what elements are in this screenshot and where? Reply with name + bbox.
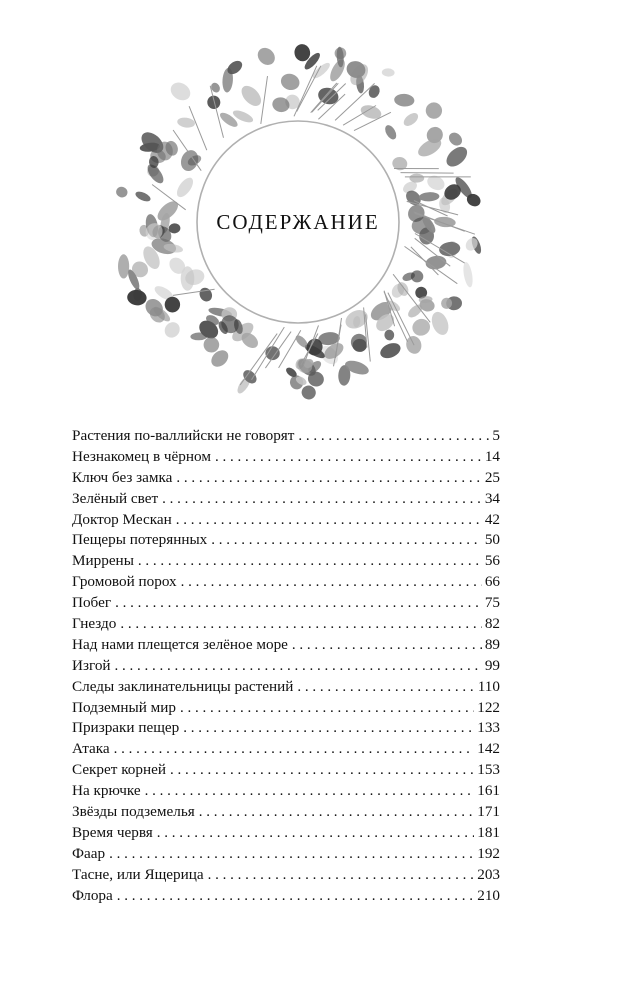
toc-dot-leader	[181, 572, 482, 593]
toc-entry-title: Следы заклинательницы растений	[72, 677, 294, 695]
toc-entry-title: Ключ без замка	[72, 468, 173, 486]
toc-entry-page: 82	[484, 615, 500, 633]
toc-entry-title: Гнездо	[72, 615, 117, 633]
toc-entry-page: 5	[492, 427, 500, 444]
stem-line	[401, 173, 454, 174]
stem-line	[261, 76, 268, 124]
leaf-shape	[443, 143, 471, 170]
leaf-shape	[238, 82, 265, 109]
toc-entry-title: Пещеры потерянных	[72, 531, 208, 549]
toc-entry-page: 14	[484, 447, 500, 465]
toc-entry-title: Растения по-валлийски не говорят	[72, 427, 295, 444]
toc-entry-page: 50	[484, 531, 500, 549]
leaf-shape	[382, 68, 395, 77]
toc-dot-leader	[180, 698, 474, 719]
leaf-shape	[425, 173, 447, 193]
leaf-shape	[378, 340, 403, 361]
toc-entry	[72, 739, 500, 760]
leaf-shape	[126, 289, 147, 306]
toc-entry-page: 181	[477, 823, 500, 841]
leaf-shape	[419, 192, 440, 202]
toc-entry	[72, 489, 500, 510]
toc-entry-page: 110	[477, 677, 500, 695]
leaf-shape	[197, 286, 214, 304]
toc-entry-title: Атака	[72, 740, 110, 758]
toc-entry-page: 161	[477, 782, 500, 800]
toc-entry-title: Миррены	[72, 552, 134, 570]
toc-entry	[72, 468, 500, 489]
toc-dot-leader	[162, 489, 482, 510]
leaf-shape	[429, 309, 452, 337]
leaf-shape	[401, 110, 420, 128]
toc-dot-leader	[292, 635, 482, 656]
toc-entry	[72, 760, 500, 781]
toc-entry-title: Тасне, или Ящерица	[72, 865, 204, 883]
toc-entry-title: Подземный мир	[72, 698, 176, 716]
toc-entry-page: 89	[484, 635, 500, 653]
leaf-shape	[410, 316, 433, 338]
leaf-shape	[177, 117, 196, 129]
toc-entry	[72, 426, 500, 447]
toc-dot-leader	[176, 510, 482, 531]
toc-entry-title: Над нами плещется зелёное море	[72, 635, 288, 653]
toc-entry-page: 75	[484, 594, 500, 612]
leaf-shape	[118, 254, 129, 278]
toc-entry-page: 25	[484, 468, 500, 486]
leaf-shape	[162, 319, 183, 340]
toc-entry-page: 66	[484, 573, 500, 591]
leaf-shape	[423, 99, 446, 122]
toc-entry-title: Незнакомец в чёрном	[72, 447, 211, 465]
toc-entry	[72, 844, 500, 865]
stem-line	[294, 66, 317, 117]
toc-dot-leader	[176, 468, 481, 489]
toc-entry	[72, 530, 500, 551]
toc-entry-page: 42	[484, 510, 500, 528]
toc-entry-title: Изгой	[72, 656, 111, 674]
toc-entry-page: 192	[477, 844, 500, 862]
toc-dot-leader	[109, 844, 474, 865]
toc-dot-leader	[115, 656, 482, 677]
toc-entry	[72, 781, 500, 802]
toc-entry-page: 99	[484, 656, 500, 674]
toc-dot-leader	[117, 886, 474, 907]
toc-entry-page: 171	[477, 803, 500, 821]
leaf-shape	[254, 44, 278, 68]
leaf-shape	[384, 329, 394, 340]
toc-dot-leader	[145, 781, 475, 802]
toc-entry	[72, 572, 500, 593]
toc-entry	[72, 865, 500, 886]
toc-entry-title: Время червя	[72, 823, 153, 841]
toc-entry	[72, 823, 500, 844]
leaf-shape	[462, 261, 475, 288]
leaf-shape	[174, 175, 196, 200]
toc-dot-leader	[211, 530, 482, 551]
toc-dot-leader	[138, 551, 482, 572]
toc-entry	[72, 698, 500, 719]
stem-line	[189, 106, 207, 150]
toc-dot-leader	[215, 447, 482, 468]
toc-dot-leader	[297, 677, 474, 698]
table-of-contents	[72, 426, 500, 906]
leaf-shape	[391, 156, 408, 172]
toc-entry-page: 34	[484, 489, 500, 507]
toc-entry	[72, 551, 500, 572]
toc-dot-leader	[115, 593, 482, 614]
toc-dot-leader	[120, 614, 482, 635]
page-title: СОДЕРЖАНИЕ	[216, 210, 380, 234]
toc-entry-title: На крючке	[72, 782, 141, 800]
toc-entry	[72, 886, 500, 907]
toc-entry	[72, 656, 500, 677]
toc-entry	[72, 718, 500, 739]
toc-dot-leader	[183, 718, 474, 739]
toc-entry	[72, 802, 500, 823]
toc-dot-leader	[157, 823, 474, 844]
leaf-shape	[367, 84, 382, 100]
leaf-shape	[206, 94, 221, 110]
toc-dot-leader	[199, 802, 474, 823]
leaf-shape	[209, 81, 221, 94]
toc-dot-leader	[114, 739, 475, 760]
leaf-shape	[279, 71, 302, 92]
toc-entry-page: 153	[477, 761, 500, 779]
leaf-shape	[165, 297, 180, 313]
toc-entry-title: Побег	[72, 594, 112, 612]
toc-dot-leader	[208, 865, 475, 886]
toc-entry-title: Секрет корней	[72, 761, 166, 779]
toc-dot-leader	[170, 760, 474, 781]
toc-entry	[72, 593, 500, 614]
toc-entry-page: 56	[484, 552, 500, 570]
toc-entry-title: Призраки пещер	[72, 719, 180, 737]
leaf-shape	[167, 79, 193, 104]
toc-entry-title: Фаар	[72, 844, 106, 862]
leaf-shape	[409, 173, 424, 182]
toc-entry-title: Звёзды подземелья	[72, 803, 195, 821]
toc-entry-title: Громовой порох	[72, 573, 177, 591]
leaf-shape	[446, 130, 464, 148]
toc-entry	[72, 510, 500, 531]
toc-entry	[72, 614, 500, 635]
stem-line	[210, 86, 223, 138]
toc-entry-page: 203	[477, 865, 500, 883]
leaf-shape	[134, 190, 152, 204]
leaf-wreath-illustration	[0, 0, 619, 420]
toc-entry-page: 122	[477, 698, 500, 716]
toc-entry-title: Зелёный свет	[72, 489, 159, 507]
leaf-shape	[383, 123, 399, 141]
leaf-shape	[394, 93, 415, 107]
leaf-shape	[115, 186, 129, 199]
toc-entry-title: Доктор Мескан	[72, 510, 172, 528]
toc-entry-title: Флора	[72, 886, 113, 904]
toc-entry-page: 133	[477, 719, 500, 737]
toc-entry-page: 142	[477, 740, 500, 758]
toc-entry-page: 210	[477, 886, 500, 904]
leaf-wreath	[0, 0, 619, 420]
toc-dot-leader	[298, 426, 489, 447]
toc-entry	[72, 447, 500, 468]
toc-entry	[72, 635, 500, 656]
toc-entry	[72, 677, 500, 698]
